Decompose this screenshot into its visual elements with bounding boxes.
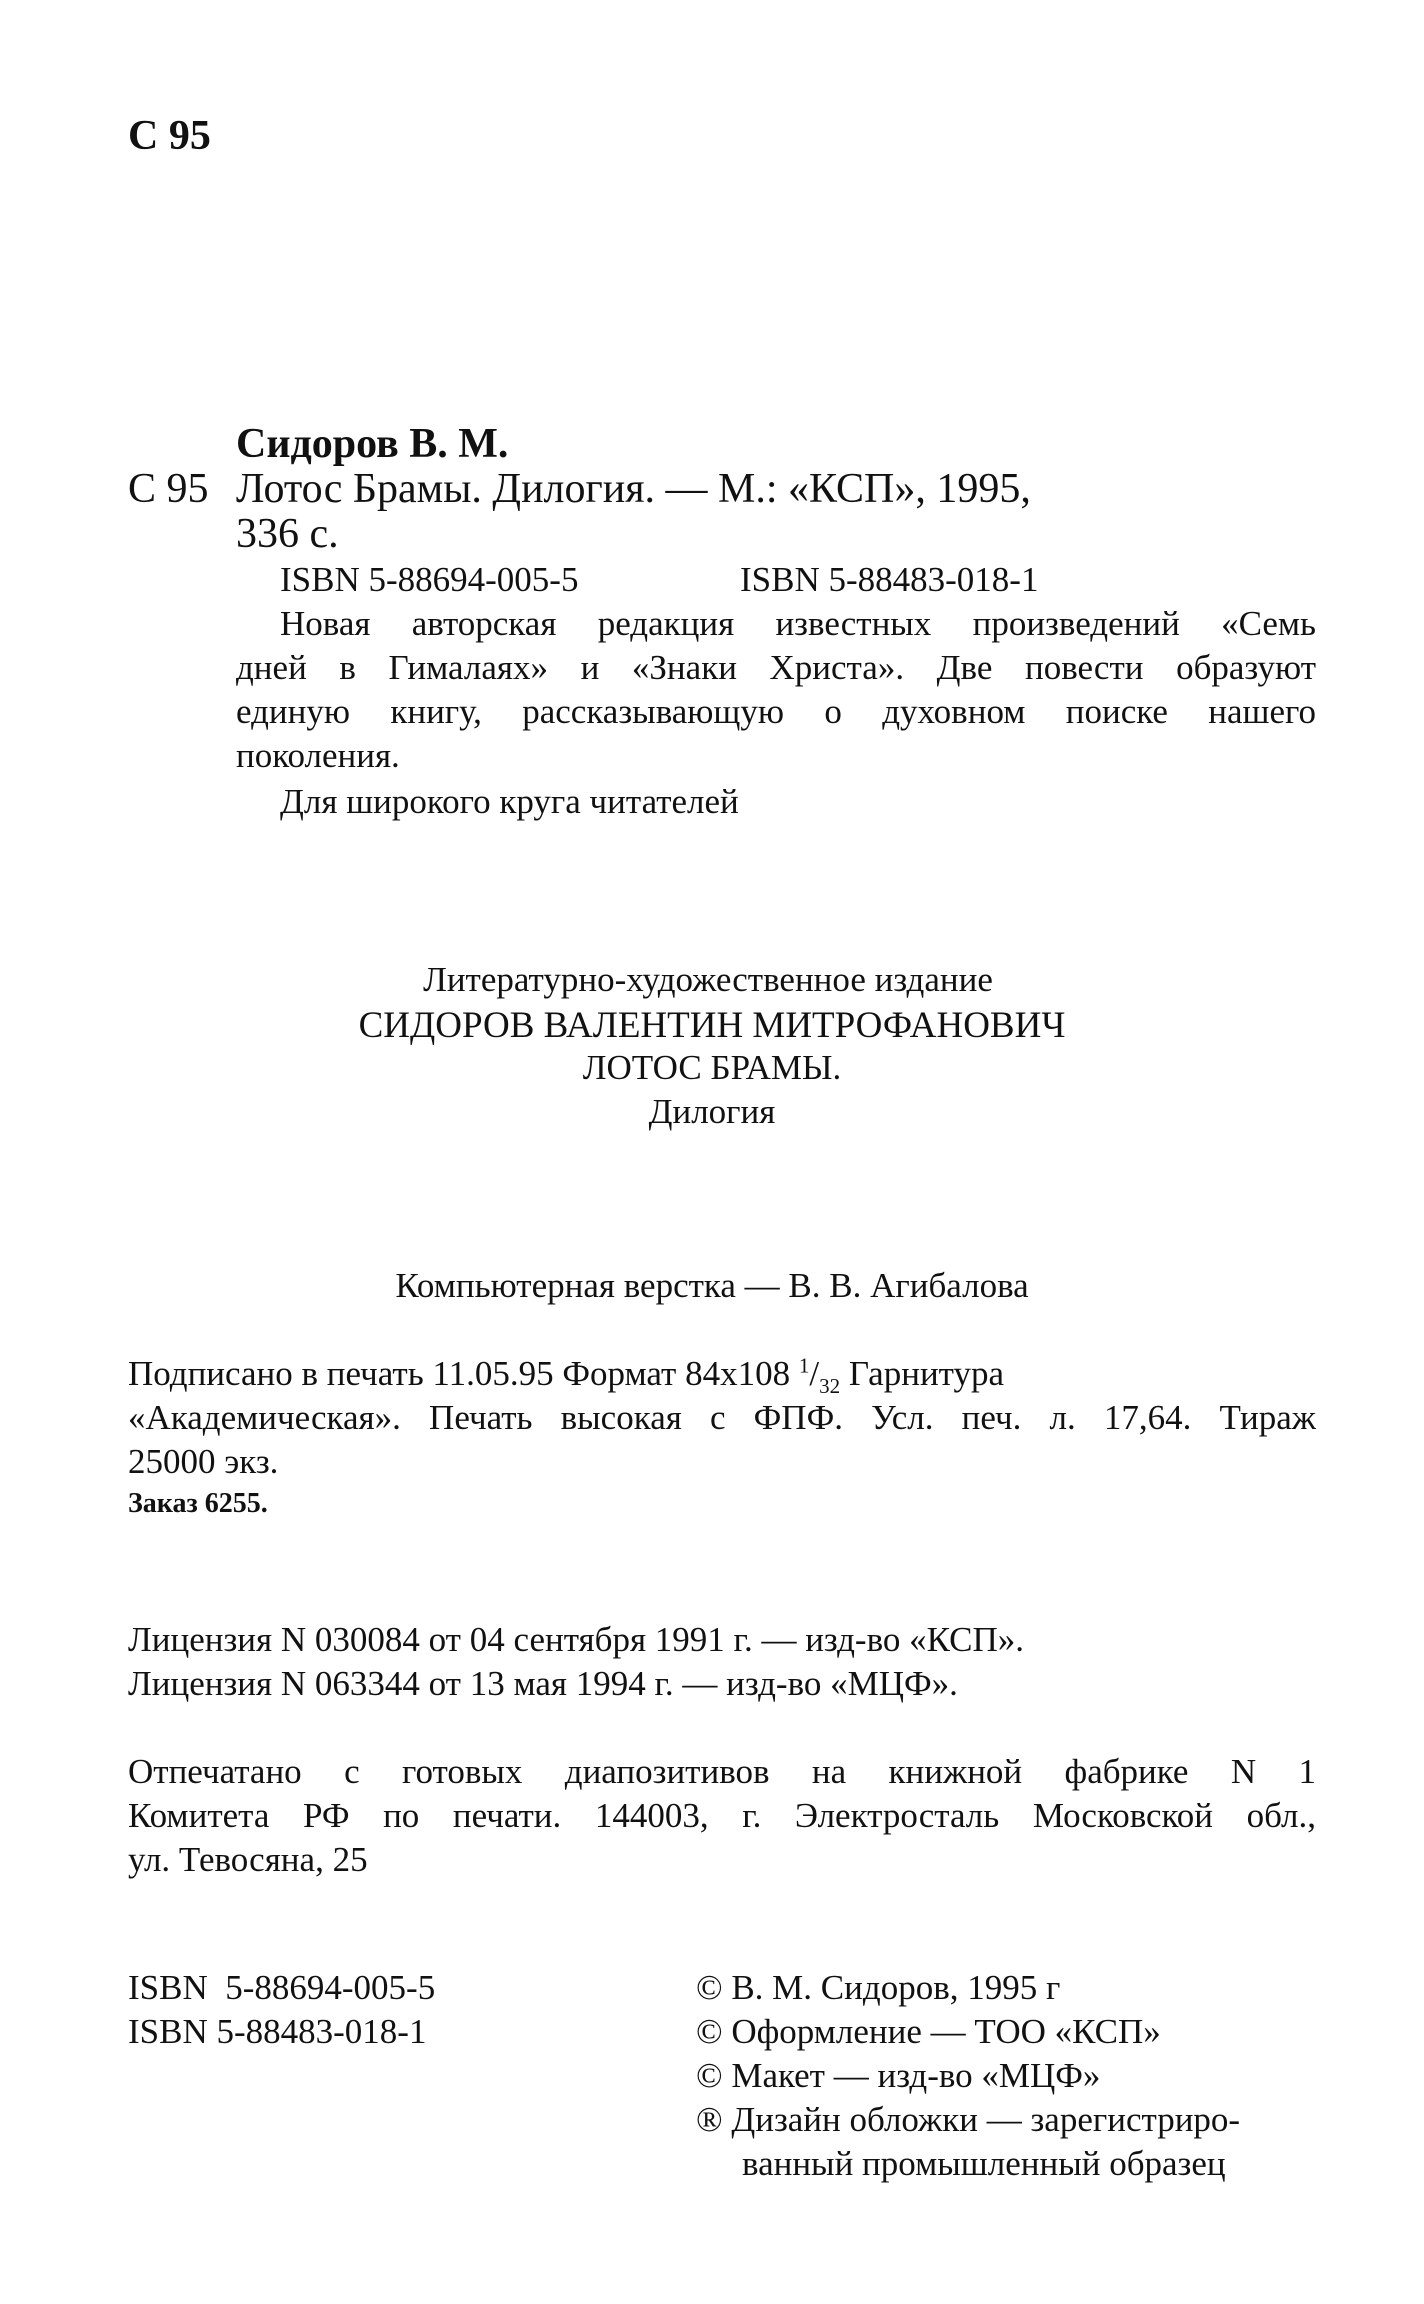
format-fraction-numerator: 1 bbox=[798, 1353, 810, 1378]
printed-at-line: ул. Тевосяна, 25 bbox=[128, 1840, 368, 1879]
card-isbn-2: ISBN 5-88483-018-1 bbox=[740, 560, 1039, 599]
print-info-text: Подписано в печать 11.05.95 Формат 84x108 bbox=[128, 1354, 799, 1393]
print-info-line-2: «Академическая». Печать высокая с ФПФ. Усл. печ. л. 17,64. Тираж bbox=[128, 1398, 1316, 1437]
card-index: С 95 bbox=[128, 466, 209, 512]
imprint-author: СИДОРОВ ВАЛЕНТИН МИТРОФАНОВИЧ bbox=[358, 1005, 1066, 1046]
format-fraction-denominator: 32 bbox=[819, 1374, 841, 1398]
imprint-title: ЛОТОС БРАМЫ. bbox=[582, 1048, 842, 1087]
footer-isbn-2: ISBN 5-88483-018-1 bbox=[128, 2012, 427, 2051]
annotation-line: дней в Гималаях» и «Знаки Христа». Две повести образуют bbox=[236, 648, 1316, 687]
card-pages: 336 с. bbox=[236, 511, 339, 557]
printed-at-line: Отпечатано с готовых диапозитивов на книжной фабрике N 1 bbox=[128, 1752, 1316, 1791]
audience: Для широкого круга читателей bbox=[280, 782, 739, 821]
print-info-line-1: Подписано в печать 11.05.95 Формат 84x108 $^1/_{32}$ Гарнитура bbox=[128, 1353, 1005, 1398]
annotation-line: Новая авторская редакция известных произведений «Семь bbox=[280, 604, 1316, 643]
copyright-line: © Макет — изд-во «МЦФ» bbox=[696, 2056, 1101, 2095]
print-info-text: Гарнитура bbox=[840, 1354, 1005, 1393]
copyright-line: © Оформление — ТОО «КСП» bbox=[696, 2012, 1161, 2051]
print-info-line-3: 25000 экз. bbox=[128, 1442, 279, 1481]
card-author: Сидоров В. М. bbox=[236, 421, 509, 467]
order-number: Заказ 6255. bbox=[128, 1488, 268, 1519]
license-line: Лицензия N 063344 от 13 мая 1994 г. — изд-во «МЦФ». bbox=[128, 1664, 958, 1703]
license-line: Лицензия N 030084 от 04 сентября 1991 г. — изд-во «КСП». bbox=[128, 1620, 1024, 1659]
copyright-line: © В. М. Сидоров, 1995 г bbox=[696, 1968, 1061, 2007]
layout-credit: Компьютерная верстка — В. В. Агибалова bbox=[395, 1266, 1029, 1305]
card-isbn-1: ISBN 5-88694-005-5 bbox=[280, 560, 579, 599]
printed-at-line: Комитета РФ по печати. 144003, г. Электросталь Московской обл., bbox=[128, 1796, 1316, 1835]
copyright-line: ® Дизайн обложки — зарегистриро- bbox=[696, 2100, 1241, 2139]
card-title-line: Лотос Брамы. Дилогия. — М.: «КСП», 1995, bbox=[236, 466, 1031, 512]
copyright-line: ванный промышленный образец bbox=[742, 2144, 1226, 2183]
footer-isbn-1: ISBN 5-88694-005-5 bbox=[128, 1968, 436, 2007]
imprint-subtitle: Дилогия bbox=[648, 1092, 776, 1131]
annotation-line: единую книгу, рассказывающую о духовном поиске нашего bbox=[236, 692, 1316, 731]
imprint-genre: Литературно-художественное издание bbox=[423, 960, 993, 999]
annotation-line: поколения. bbox=[236, 736, 400, 775]
shelf-mark: С 95 bbox=[128, 113, 211, 159]
